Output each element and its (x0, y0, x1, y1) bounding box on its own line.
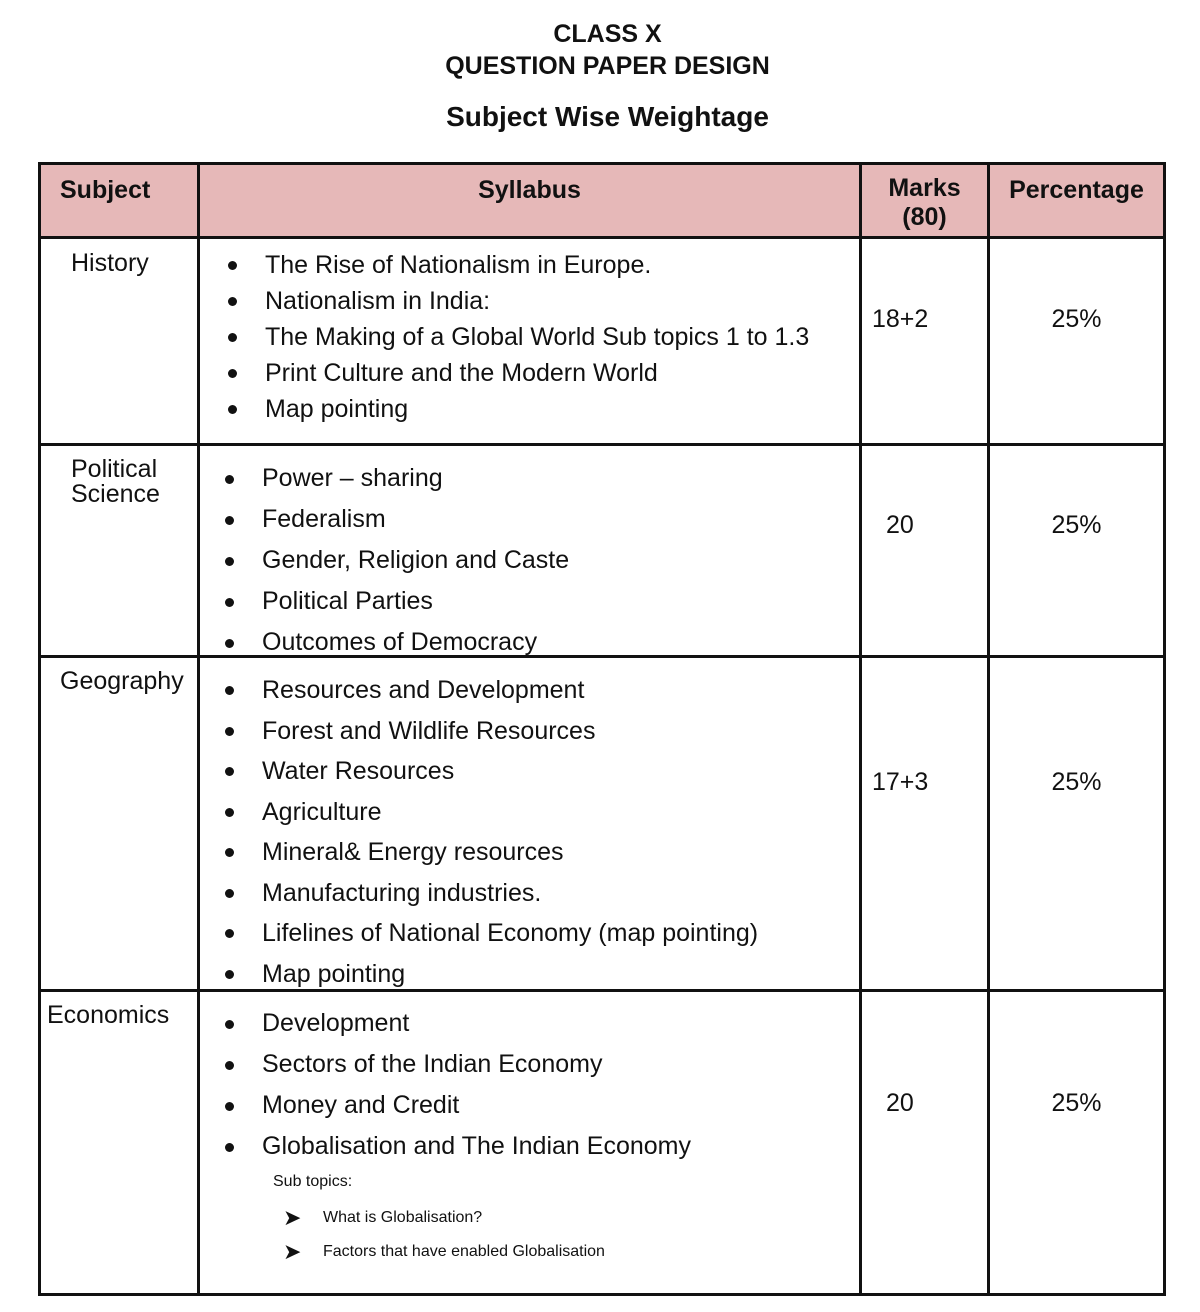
subject-name: History (71, 249, 149, 277)
list-item: Water Resources (222, 751, 758, 792)
economics-subtopics (273, 1163, 605, 1269)
list-item: Globalisation and The Indian Economy (222, 1126, 691, 1167)
bullet-dot-icon (225, 1143, 234, 1152)
list-item: Resources and Development (222, 670, 758, 711)
list-item: Agriculture (222, 792, 758, 833)
subject-cell-geography (41, 658, 200, 992)
list-item: Sectors of the Indian Economy (222, 1044, 691, 1085)
arrow-bullet-icon: ➤ (283, 1205, 302, 1230)
bullet-dot-icon (225, 516, 234, 525)
paper-design-title: QUESTION PAPER DESIGN (445, 52, 770, 80)
syllabus-list (222, 1003, 691, 1167)
subject-name: Political Science (71, 455, 160, 508)
syllabus-cell-political-science (200, 446, 862, 658)
column-header-syllabus: Syllabus (200, 165, 862, 239)
column-header-marks-label: Marks (888, 174, 961, 202)
bullet-dot-icon (225, 808, 234, 817)
list-item: Gender, Religion and Caste (222, 540, 569, 581)
bullet-dot-icon (225, 970, 234, 979)
percentage-value: 25% (1051, 1089, 1102, 1117)
bullet-dot-icon (225, 848, 234, 857)
list-item: The Making of a Global World Sub topics 1 to 1.3 (225, 319, 809, 355)
list-item: Power – sharing (222, 458, 569, 499)
subtopics-label: Sub topics: (273, 1173, 353, 1190)
arrow-bullet-icon: ➤ (283, 1239, 302, 1264)
list-item: Nationalism in India: (225, 283, 809, 319)
list-item: Political Parties (222, 581, 569, 622)
subject-cell-political-science (41, 446, 200, 658)
syllabus-list (225, 247, 809, 427)
list-item: Lifelines of National Economy (map pointing) (222, 913, 758, 954)
list-item: Money and Credit (222, 1085, 691, 1126)
bullet-dot-icon (225, 686, 234, 695)
syllabus-list (222, 670, 758, 994)
syllabus-cell-history (200, 239, 862, 446)
column-header-marks-total: (80) (902, 203, 947, 231)
bullet-dot-icon (225, 727, 234, 736)
marks-cell-economics (862, 992, 990, 1293)
marks-cell-geography (862, 658, 990, 992)
marks-value: 20 (886, 511, 914, 539)
bullet-dot-icon (228, 261, 237, 270)
bullet-dot-icon (228, 369, 237, 378)
list-item: Map pointing (225, 391, 809, 427)
bullet-dot-icon (228, 405, 237, 414)
bullet-dot-icon (228, 333, 237, 342)
syllabus-cell-geography (200, 658, 862, 992)
bullet-dot-icon (228, 297, 237, 306)
percentage-value: 25% (1051, 511, 1102, 539)
column-header-subject: Subject (41, 165, 200, 239)
subject-cell-history (41, 239, 200, 446)
subject-cell-economics (41, 992, 200, 1293)
list-item: Development (222, 1003, 691, 1044)
bullet-dot-icon (225, 639, 234, 648)
list-item: Print Culture and the Modern World (225, 355, 809, 391)
column-header-percentage: Percentage (990, 165, 1163, 239)
bullet-dot-icon (225, 557, 234, 566)
marks-value: 17+3 (872, 768, 929, 796)
list-item: Mineral& Energy resources (222, 832, 758, 873)
bullet-dot-icon (225, 1102, 234, 1111)
marks-value: 20 (886, 1089, 914, 1117)
percentage-value: 25% (1051, 768, 1102, 796)
weightage-table (38, 162, 1166, 1296)
bullet-dot-icon (225, 475, 234, 484)
percentage-cell-economics (990, 992, 1163, 1293)
bullet-dot-icon (225, 929, 234, 938)
percentage-cell-political-science (990, 446, 1163, 658)
percentage-value: 25% (1051, 305, 1102, 333)
bullet-dot-icon (225, 889, 234, 898)
weightage-subtitle: Subject Wise Weightage (446, 101, 769, 132)
bullet-dot-icon (225, 1061, 234, 1070)
percentage-cell-geography (990, 658, 1163, 992)
list-item: Manufacturing industries. (222, 873, 758, 914)
list-item: Forest and Wildlife Resources (222, 711, 758, 752)
list-item: ➤ Factors that have enabled Globalisation (273, 1235, 605, 1269)
list-item: The Rise of Nationalism in Europe. (225, 247, 809, 283)
syllabus-list (222, 458, 569, 663)
marks-cell-history (862, 239, 990, 446)
list-item: ➤ What is Globalisation? (273, 1201, 605, 1235)
list-item: Map pointing (222, 954, 758, 995)
marks-cell-political-science (862, 446, 990, 658)
list-item: Federalism (222, 499, 569, 540)
subject-name: Geography (60, 667, 184, 695)
bullet-dot-icon (225, 1020, 234, 1029)
percentage-cell-history (990, 239, 1163, 446)
marks-value: 18+2 (872, 305, 929, 333)
subject-name: Economics (47, 1001, 170, 1029)
bullet-dot-icon (225, 767, 234, 776)
bullet-dot-icon (225, 598, 234, 607)
class-title: CLASS X (553, 20, 662, 48)
list-item: Outcomes of Democracy (222, 622, 569, 663)
column-header-marks (862, 165, 990, 239)
